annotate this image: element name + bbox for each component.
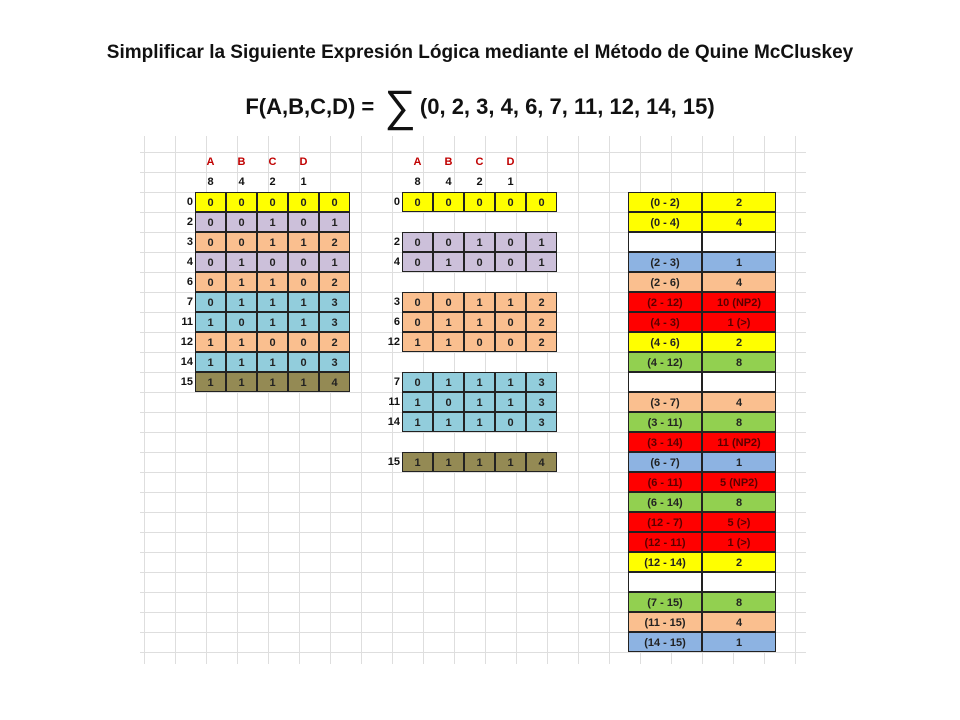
pair-difference-cell[interactable]: 2 <box>702 332 776 352</box>
pair-cell[interactable]: (6 - 14) <box>628 492 702 512</box>
table1-bit-cell[interactable]: 0 <box>257 192 288 212</box>
table1-bit-cell[interactable]: 0 <box>226 212 257 232</box>
table2-ones-count[interactable]: 4 <box>526 452 557 472</box>
table1-ones-count[interactable]: 1 <box>319 252 350 272</box>
table1-bit-cell[interactable]: 1 <box>257 312 288 332</box>
table2-bit-cell[interactable]: 0 <box>495 312 526 332</box>
table2-minterm-label[interactable]: 3 <box>393 296 400 308</box>
summation-symbol: ∑ <box>384 82 416 131</box>
table2-bit-cell[interactable]: 0 <box>402 252 433 272</box>
table2-bit-cell[interactable]: 0 <box>433 392 464 412</box>
table2-ones-count[interactable]: 3 <box>526 392 557 412</box>
table1-bit-cell[interactable]: 1 <box>226 292 257 312</box>
pair-cell[interactable]: (2 - 3) <box>628 252 702 272</box>
table2-bit-cell[interactable]: 1 <box>433 312 464 332</box>
table1-bit-cell[interactable]: 0 <box>195 212 226 232</box>
pair-cell[interactable]: (6 - 11) <box>628 472 702 492</box>
table2-ones-count[interactable]: 2 <box>526 292 557 312</box>
table2-header-d[interactable]: D <box>506 156 515 168</box>
pair-difference-cell[interactable]: 4 <box>702 612 776 632</box>
table2-bit-cell[interactable]: 1 <box>464 312 495 332</box>
pair-cell[interactable]: (3 - 7) <box>628 392 702 412</box>
table1-bit-cell[interactable]: 0 <box>195 252 226 272</box>
table1-bit-cell[interactable]: 1 <box>226 372 257 392</box>
spreadsheet <box>140 136 806 664</box>
pair-cell[interactable]: (4 - 6) <box>628 332 702 352</box>
table2-ones-count[interactable]: 3 <box>526 372 557 392</box>
table2-ones-count[interactable]: 3 <box>526 412 557 432</box>
table1-weight[interactable]: 1 <box>300 176 307 188</box>
boolean-function <box>0 82 960 132</box>
table1-minterm-label[interactable]: 12 <box>180 336 193 348</box>
pair-cell[interactable]: (2 - 12) <box>628 292 702 312</box>
table1-bit-cell[interactable]: 0 <box>257 332 288 352</box>
table2-bit-cell[interactable]: 0 <box>433 232 464 252</box>
table1-weight[interactable]: 2 <box>269 176 276 188</box>
table1-minterm-label[interactable]: 6 <box>186 276 193 288</box>
table1-bit-cell[interactable]: 0 <box>195 272 226 292</box>
table2-minterm-label[interactable]: 11 <box>388 396 400 408</box>
table2-bit-cell[interactable]: 0 <box>464 252 495 272</box>
table2-bit-cell[interactable]: 1 <box>464 412 495 432</box>
table1-bit-cell[interactable]: 1 <box>257 292 288 312</box>
table2-weight[interactable]: 1 <box>507 176 514 188</box>
table1-ones-count[interactable]: 1 <box>319 212 350 232</box>
table1-bit-cell[interactable]: 1 <box>257 232 288 252</box>
table1-bit-cell[interactable]: 0 <box>288 212 319 232</box>
table1-bit-cell[interactable]: 1 <box>195 332 226 352</box>
table2-bit-cell[interactable]: 1 <box>464 452 495 472</box>
table1-minterm-label[interactable]: 2 <box>186 216 193 228</box>
pair-difference-cell[interactable] <box>702 572 776 592</box>
pair-cell[interactable]: (6 - 7) <box>628 452 702 472</box>
pair-cell[interactable]: (14 - 15) <box>628 632 702 652</box>
pair-difference-cell[interactable]: 8 <box>702 492 776 512</box>
pair-cell[interactable]: (12 - 11) <box>628 532 702 552</box>
table1-bit-cell[interactable]: 1 <box>195 312 226 332</box>
table2-bit-cell[interactable]: 0 <box>402 232 433 252</box>
table2-ones-count[interactable]: 0 <box>526 192 557 212</box>
table1-minterm-label[interactable]: 7 <box>186 296 193 308</box>
table2-bit-cell[interactable]: 0 <box>495 412 526 432</box>
table1-bit-cell[interactable]: 1 <box>195 372 226 392</box>
table2-weight[interactable]: 2 <box>476 176 483 188</box>
pair-cell[interactable] <box>628 572 702 592</box>
table1-weight[interactable]: 8 <box>207 176 214 188</box>
pair-difference-cell[interactable]: 2 <box>702 552 776 572</box>
table2-bit-cell[interactable]: 1 <box>495 292 526 312</box>
table2-bit-cell[interactable]: 1 <box>464 372 495 392</box>
table1-bit-cell[interactable]: 0 <box>288 192 319 212</box>
function-prefix: F(A,B,C,D) = <box>245 94 375 119</box>
table2-bit-cell[interactable]: 0 <box>495 192 526 212</box>
pair-cell[interactable]: (12 - 7) <box>628 512 702 532</box>
table1-bit-cell[interactable]: 0 <box>257 252 288 272</box>
table2-minterm-label[interactable]: 7 <box>393 376 400 388</box>
table2-bit-cell[interactable]: 1 <box>495 452 526 472</box>
pair-difference-cell[interactable]: 4 <box>702 272 776 292</box>
pair-difference-cell[interactable]: 1 (>) <box>702 532 776 552</box>
table1-bit-cell[interactable]: 1 <box>257 372 288 392</box>
pair-cell[interactable]: (4 - 3) <box>628 312 702 332</box>
table2-bit-cell[interactable]: 1 <box>433 252 464 272</box>
table2-bit-cell[interactable]: 1 <box>464 292 495 312</box>
table1-minterm-label[interactable]: 4 <box>186 256 193 268</box>
table1-ones-count[interactable]: 2 <box>319 232 350 252</box>
table1-bit-cell[interactable]: 1 <box>288 232 319 252</box>
table1-bit-cell[interactable]: 0 <box>226 232 257 252</box>
table2-bit-cell[interactable]: 1 <box>464 392 495 412</box>
table2-minterm-label[interactable]: 15 <box>387 456 400 468</box>
table1-bit-cell[interactable]: 0 <box>288 272 319 292</box>
table1-bit-cell[interactable]: 1 <box>257 212 288 232</box>
pair-cell[interactable]: (3 - 14) <box>628 432 702 452</box>
table1-minterm-label[interactable]: 11 <box>181 316 193 328</box>
table1-minterm-label[interactable]: 3 <box>186 236 193 248</box>
table2-bit-cell[interactable]: 1 <box>433 332 464 352</box>
table1-bit-cell[interactable]: 1 <box>226 272 257 292</box>
pair-difference-cell[interactable]: 1 <box>702 632 776 652</box>
pair-cell[interactable]: (0 - 4) <box>628 212 702 232</box>
table1-minterm-label[interactable]: 15 <box>180 376 193 388</box>
table2-bit-cell[interactable]: 0 <box>402 312 433 332</box>
pair-difference-cell[interactable]: 1 <box>702 252 776 272</box>
table2-ones-count[interactable]: 1 <box>526 252 557 272</box>
table1-bit-cell[interactable]: 0 <box>288 332 319 352</box>
pair-difference-cell[interactable]: 4 <box>702 212 776 232</box>
table1-header-b[interactable]: B <box>237 156 246 168</box>
table2-bit-cell[interactable]: 1 <box>433 452 464 472</box>
pair-difference-cell[interactable]: 8 <box>702 592 776 612</box>
pair-difference-cell[interactable]: 10 (NP2) <box>702 292 776 312</box>
pair-cell[interactable]: (0 - 2) <box>628 192 702 212</box>
pair-difference-cell[interactable] <box>702 372 776 392</box>
table2-header-b[interactable]: B <box>444 156 453 168</box>
table1-bit-cell[interactable]: 0 <box>195 232 226 252</box>
table1-bit-cell[interactable]: 1 <box>226 332 257 352</box>
table1-bit-cell[interactable]: 0 <box>195 292 226 312</box>
table1-bit-cell[interactable]: 1 <box>226 352 257 372</box>
table1-ones-count[interactable]: 4 <box>319 372 350 392</box>
table2-minterm-label[interactable]: 0 <box>393 196 400 208</box>
table2-bit-cell[interactable]: 0 <box>495 232 526 252</box>
table2-ones-count[interactable]: 2 <box>526 332 557 352</box>
table2-header-c[interactable]: C <box>475 156 484 168</box>
pair-difference-cell[interactable]: 8 <box>702 352 776 372</box>
table1-bit-cell[interactable]: 0 <box>288 352 319 372</box>
table1-bit-cell[interactable]: 1 <box>288 312 319 332</box>
table2-weight[interactable]: 4 <box>445 176 452 188</box>
table1-ones-count[interactable]: 3 <box>319 352 350 372</box>
table1-ones-count[interactable]: 0 <box>319 192 350 212</box>
table2-ones-count[interactable]: 1 <box>526 232 557 252</box>
table2-bit-cell[interactable]: 1 <box>495 372 526 392</box>
table1-bit-cell[interactable]: 1 <box>288 372 319 392</box>
table1-weight[interactable]: 4 <box>238 176 245 188</box>
table1-bit-cell[interactable]: 1 <box>288 292 319 312</box>
table2-bit-cell[interactable]: 1 <box>402 332 433 352</box>
table2-bit-cell[interactable]: 0 <box>402 292 433 312</box>
pair-cell[interactable] <box>628 232 702 252</box>
table1-header-d[interactable]: D <box>299 156 308 168</box>
table1-bit-cell[interactable]: 0 <box>288 252 319 272</box>
table1-bit-cell[interactable]: 0 <box>226 192 257 212</box>
pair-cell[interactable]: (7 - 15) <box>628 592 702 612</box>
pair-difference-cell[interactable]: 1 <box>702 452 776 472</box>
table1-header-c[interactable]: C <box>268 156 277 168</box>
table1-bit-cell[interactable]: 1 <box>195 352 226 372</box>
pair-difference-cell[interactable]: 8 <box>702 412 776 432</box>
table2-bit-cell[interactable]: 1 <box>433 412 464 432</box>
table2-bit-cell[interactable]: 1 <box>433 372 464 392</box>
table1-ones-count[interactable]: 3 <box>319 312 350 332</box>
table1-ones-count[interactable]: 2 <box>319 332 350 352</box>
table2-bit-cell[interactable]: 0 <box>464 332 495 352</box>
page-title: Simplificar la Siguiente Expresión Lógica mediante el Método de Quine McCluskey <box>106 42 854 63</box>
table2-bit-cell[interactable]: 0 <box>433 292 464 312</box>
table1-header-a[interactable]: A <box>206 156 215 168</box>
table1-ones-count[interactable]: 2 <box>319 272 350 292</box>
pair-difference-cell[interactable]: 5 (>) <box>702 512 776 532</box>
table1-minterm-label[interactable]: 0 <box>186 196 193 208</box>
table2-weight[interactable]: 8 <box>414 176 421 188</box>
pair-cell[interactable]: (2 - 6) <box>628 272 702 292</box>
table1-ones-count[interactable]: 3 <box>319 292 350 312</box>
table2-bit-cell[interactable]: 0 <box>402 372 433 392</box>
table1-minterm-label[interactable]: 14 <box>180 356 193 368</box>
table2-minterm-label[interactable]: 12 <box>387 336 400 348</box>
table2-header-a[interactable]: A <box>413 156 422 168</box>
pair-cell[interactable]: (3 - 11) <box>628 412 702 432</box>
table2-bit-cell[interactable]: 0 <box>464 192 495 212</box>
table1-bit-cell[interactable]: 0 <box>195 192 226 212</box>
table2-bit-cell[interactable]: 1 <box>495 392 526 412</box>
table1-bit-cell[interactable]: 0 <box>226 312 257 332</box>
table2-minterm-label[interactable]: 6 <box>393 316 400 328</box>
pair-difference-cell[interactable]: 4 <box>702 392 776 412</box>
pair-cell[interactable] <box>628 372 702 392</box>
pair-difference-cell[interactable]: 5 (NP2) <box>702 472 776 492</box>
table1-bit-cell[interactable]: 1 <box>257 352 288 372</box>
table1-bit-cell[interactable]: 1 <box>257 272 288 292</box>
minterm-list: (0, 2, 3, 4, 6, 7, 11, 12, 14, 15) <box>419 94 715 119</box>
table2-bit-cell[interactable]: 1 <box>464 232 495 252</box>
table2-ones-count[interactable]: 2 <box>526 312 557 332</box>
pair-cell[interactable]: (11 - 15) <box>628 612 702 632</box>
table2-bit-cell[interactable]: 1 <box>402 392 433 412</box>
table2-minterm-label[interactable]: 4 <box>393 256 400 268</box>
pair-cell[interactable]: (4 - 12) <box>628 352 702 372</box>
table2-bit-cell[interactable]: 1 <box>402 412 433 432</box>
table2-bit-cell[interactable]: 1 <box>402 452 433 472</box>
pair-cell[interactable]: (12 - 14) <box>628 552 702 572</box>
table2-minterm-label[interactable]: 14 <box>387 416 400 428</box>
table2-minterm-label[interactable]: 2 <box>393 236 400 248</box>
pair-difference-cell[interactable]: 2 <box>702 192 776 212</box>
pair-difference-cell[interactable]: 1 (>) <box>702 312 776 332</box>
table2-bit-cell[interactable]: 0 <box>495 252 526 272</box>
table2-bit-cell[interactable]: 0 <box>402 192 433 212</box>
pair-difference-cell[interactable] <box>702 232 776 252</box>
table1-bit-cell[interactable]: 1 <box>226 252 257 272</box>
table2-bit-cell[interactable]: 0 <box>495 332 526 352</box>
pair-difference-cell[interactable]: 11 (NP2) <box>702 432 776 452</box>
table2-bit-cell[interactable]: 0 <box>433 192 464 212</box>
